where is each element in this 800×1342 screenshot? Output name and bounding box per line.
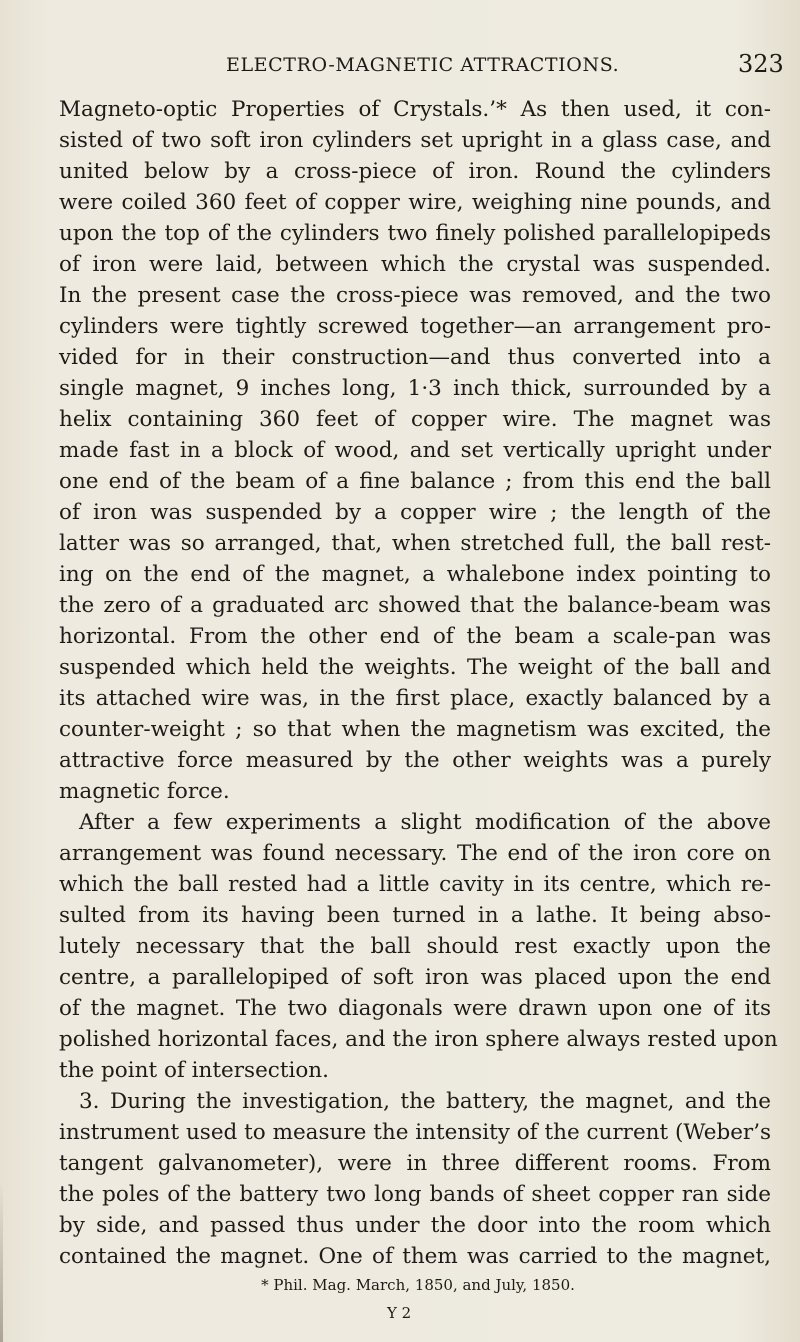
text-line: arrangement was found necessary. The end of the iron core on: [59, 841, 771, 866]
text-line: Magneto-optic Properties of Crystals.’* As then used, it con-: [59, 97, 771, 122]
text-line: polished horizontal faces, and the iron sphere always rested upon: [59, 1027, 778, 1052]
text-line: were coiled 360 feet of copper wire, weighing nine pounds, and: [59, 190, 771, 215]
text-line: united below by a cross-piece of iron. Round the cylinders: [59, 159, 771, 184]
text-line: After a few experiments a slight modification of the above: [79, 810, 771, 835]
text-line: of iron was suspended by a copper wire ; the length of the: [59, 500, 771, 525]
text-line: counter-weight ; so that when the magnetism was excited, the: [59, 717, 771, 742]
text-line: cylinders were tightly screwed together—an arrangement pro-: [59, 314, 771, 339]
text-line: which the ball rested had a little cavity in its centre, which re-: [59, 872, 771, 897]
text-line: horizontal. From the other end of the beam a scale-pan was: [59, 624, 771, 649]
text-line: by side, and passed thus under the door into the room which: [59, 1213, 771, 1238]
text-line: one end of the beam of a fine balance ; from this end the ball: [59, 469, 771, 494]
body-text: [59, 94, 778, 1272]
text-line: the zero of a graduated arc showed that the balance-beam was: [59, 593, 771, 618]
text-line: In the present case the cross-piece was removed, and the two: [59, 283, 771, 308]
page-header: [0, 50, 800, 84]
text-line: vided for in their construction—and thus converted into a: [59, 345, 771, 370]
text-line: lutely necessary that the ball should rest exactly upon the: [59, 934, 771, 959]
text-line: sulted from its having been turned in a lathe. It being abso-: [59, 903, 771, 928]
text-line: tangent galvanometer), were in three different rooms. From: [59, 1151, 771, 1176]
text-line: magnetic force.: [59, 779, 230, 804]
text-line: attractive force measured by the other weights was a purely: [59, 748, 771, 773]
text-line: upon the top of the cylinders two finely polished parallelopipeds: [59, 221, 771, 246]
text-line: instrument used to measure the intensity of the current (Weber’s: [59, 1120, 772, 1145]
text-line: the poles of the battery two long bands of sheet copper ran side: [59, 1182, 771, 1207]
text-line: its attached wire was, in the first place, exactly balanced by a: [59, 686, 771, 711]
text-line: latter was so arranged, that, when stretched full, the ball rest-: [59, 531, 771, 556]
text-line: sisted of two soft iron cylinders set upright in a glass case, and: [59, 128, 771, 153]
running-head: ELECTRO-MAGNETIC ATTRACTIONS.: [226, 54, 620, 76]
text-line: ing on the end of the magnet, a whalebone index pointing to: [59, 562, 771, 587]
text-line: 3. During the investigation, the battery, the magnet, and the: [79, 1089, 771, 1114]
text-line: made fast in a block of wood, and set vertically upright under: [59, 438, 771, 463]
page-number: 323: [738, 50, 784, 78]
text-line: of iron were laid, between which the crystal was suspended.: [59, 252, 771, 277]
text-line: suspended which held the weights. The weight of the ball and: [59, 655, 771, 680]
text-line: of the magnet. The two diagonals were drawn upon one of its: [59, 996, 771, 1021]
text-line: the point of intersection.: [59, 1058, 329, 1083]
text-line: single magnet, 9 inches long, 1·3 inch thick, surrounded by a: [59, 376, 771, 401]
signature-mark: Y 2: [387, 1304, 412, 1322]
text-line: centre, a parallelopiped of soft iron was placed upon the end: [59, 965, 771, 990]
page-edge-shadow: [0, 1180, 3, 1342]
text-line: helix containing 360 feet of copper wire. The magnet was: [59, 407, 771, 432]
footnote: * Phil. Mag. March, 1850, and July, 1850.: [261, 1276, 575, 1294]
text-line: contained the magnet. One of them was carried to the magnet,: [59, 1244, 771, 1269]
